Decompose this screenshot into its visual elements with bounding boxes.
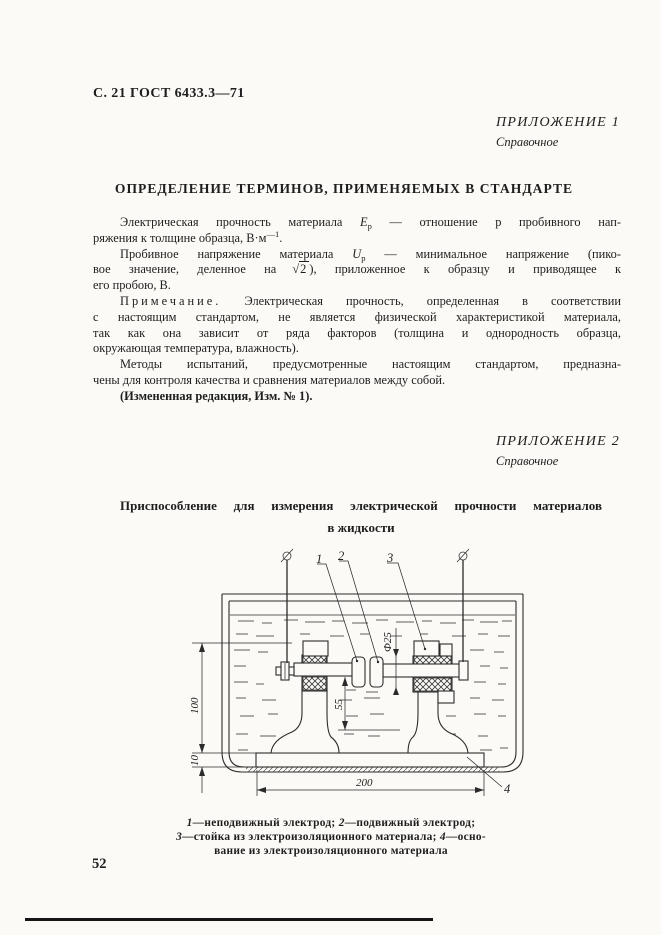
para-electric-strength-line2 bbox=[93, 228, 621, 247]
figure-caption-line2: в жидкости bbox=[327, 520, 395, 535]
callout-label-3: 3 bbox=[387, 551, 394, 565]
appendix2-block bbox=[496, 434, 620, 469]
terms-text bbox=[93, 215, 621, 405]
supply-wire-right bbox=[457, 549, 469, 662]
callout-label-4: 4 bbox=[504, 782, 511, 796]
para-note-line2: с настоящим стандартом, не является физической характеристикой материала, bbox=[93, 309, 621, 324]
dimension-55 bbox=[333, 677, 400, 730]
fixed-electrode bbox=[352, 657, 365, 687]
para-amendment: (Измененная редакция, Изм. № 1). bbox=[120, 388, 313, 403]
legend-line1 bbox=[120, 816, 542, 830]
legend-text-2: —подвижный электрод; bbox=[344, 817, 476, 829]
dim-label-10: 10 bbox=[189, 755, 201, 766]
dim-label-100: 100 bbox=[189, 697, 201, 714]
dimension-200 bbox=[257, 770, 484, 796]
appendix1-title: ОПРЕДЕЛЕНИЕ ТЕРМИНОВ, ПРИМЕНЯЕМЫХ В СТАНДАРТЕ bbox=[114, 181, 574, 196]
legend-line3: вание из электроизоляционного материала bbox=[214, 845, 448, 858]
text-run: ряжения к толщине образца, В·м bbox=[93, 230, 267, 245]
symbol-U: U bbox=[352, 246, 362, 261]
para-breakdown-voltage-line2 bbox=[93, 262, 621, 278]
page-number: 52 bbox=[92, 856, 107, 872]
para-methods-line1: Методы испытаний, предусмотренные настоящим стандартом, предназна- bbox=[120, 357, 621, 372]
para-breakdown-voltage-line1 bbox=[93, 247, 621, 263]
dim-label-200: 200 bbox=[356, 777, 373, 789]
callout-label-2: 2 bbox=[338, 549, 345, 563]
legend-line2 bbox=[120, 830, 542, 844]
scan-artifact-line bbox=[25, 918, 433, 921]
legend-text-4: —осно- bbox=[445, 831, 486, 844]
subscript-p: р bbox=[367, 221, 372, 231]
text-run: Электрическая прочность материала bbox=[120, 215, 361, 229]
callout-label-1: 1 bbox=[316, 552, 323, 566]
appendix1-block bbox=[496, 115, 620, 150]
supply-wire-left bbox=[281, 549, 293, 663]
dim-label-55: 55 bbox=[333, 699, 345, 710]
text-run: . bbox=[279, 230, 283, 245]
text-run: Электрическая прочность, определенная в соответствии bbox=[221, 293, 621, 308]
subscript-p: р bbox=[361, 252, 366, 263]
legend-num-4: 4 bbox=[439, 831, 446, 844]
tank-bottom-hatch bbox=[246, 768, 499, 773]
legend-num-1: 1 bbox=[186, 817, 193, 829]
figure-caption bbox=[120, 498, 602, 536]
appendix2-label: ПРИЛОЖЕНИЕ 2 bbox=[496, 434, 621, 449]
dimension-10 bbox=[189, 755, 205, 794]
appendix1-label: ПРИЛОЖЕНИЕ 1 bbox=[496, 115, 621, 130]
para-breakdown-voltage-line3: его пробою, В. bbox=[93, 278, 171, 293]
para-note-line1 bbox=[93, 294, 621, 310]
para-note-line4: окружающая температура, влажность). bbox=[93, 341, 299, 356]
radical-sign: √ bbox=[292, 262, 300, 277]
appendix1-note: Справочное bbox=[496, 135, 559, 149]
legend-text-3: —стойка из электроизоляционного материала; bbox=[182, 831, 440, 844]
text-run: — отношение р пробивного нап- bbox=[371, 215, 621, 229]
superscript-minus1: —1 bbox=[266, 228, 280, 239]
insulating-base bbox=[256, 753, 484, 767]
page-header: С. 21 ГОСТ 6433.3—71 bbox=[93, 86, 245, 101]
text-run: вое значение, деленное на bbox=[93, 262, 277, 277]
movable-electrode bbox=[370, 657, 383, 687]
legend-text-1: —неподвижный электрод; bbox=[192, 817, 339, 829]
legend-num-3: 3 bbox=[176, 831, 183, 844]
text-run: — минимальное напряжение (пико- bbox=[365, 246, 621, 261]
radicand-2: 2 bbox=[299, 261, 309, 276]
para-note-line3: так как она зависит от ряда факторов (толщина и однородность образца, bbox=[93, 325, 621, 340]
figure-caption-line1: Приспособление для измерения электрической прочности материалов bbox=[120, 498, 602, 513]
symbol-E: E bbox=[360, 215, 368, 229]
text-run: Пробивное напряжение материала bbox=[120, 246, 353, 261]
note-word: Примечание. bbox=[120, 293, 222, 308]
figure-legend bbox=[120, 816, 542, 859]
apparatus-diagram bbox=[180, 545, 650, 815]
para-methods-line2: чены для контроля качества и сравнения материалов между собой. bbox=[93, 372, 446, 387]
dimension-f25 bbox=[382, 628, 399, 695]
dim-label-f25: Ф25 bbox=[382, 632, 394, 652]
text-run: ), приложенное к образцу и приводящее к bbox=[309, 262, 621, 277]
legend-num-2: 2 bbox=[338, 817, 345, 829]
appendix2-note: Справочное bbox=[496, 454, 559, 468]
para-electric-strength-line1 bbox=[93, 215, 621, 231]
